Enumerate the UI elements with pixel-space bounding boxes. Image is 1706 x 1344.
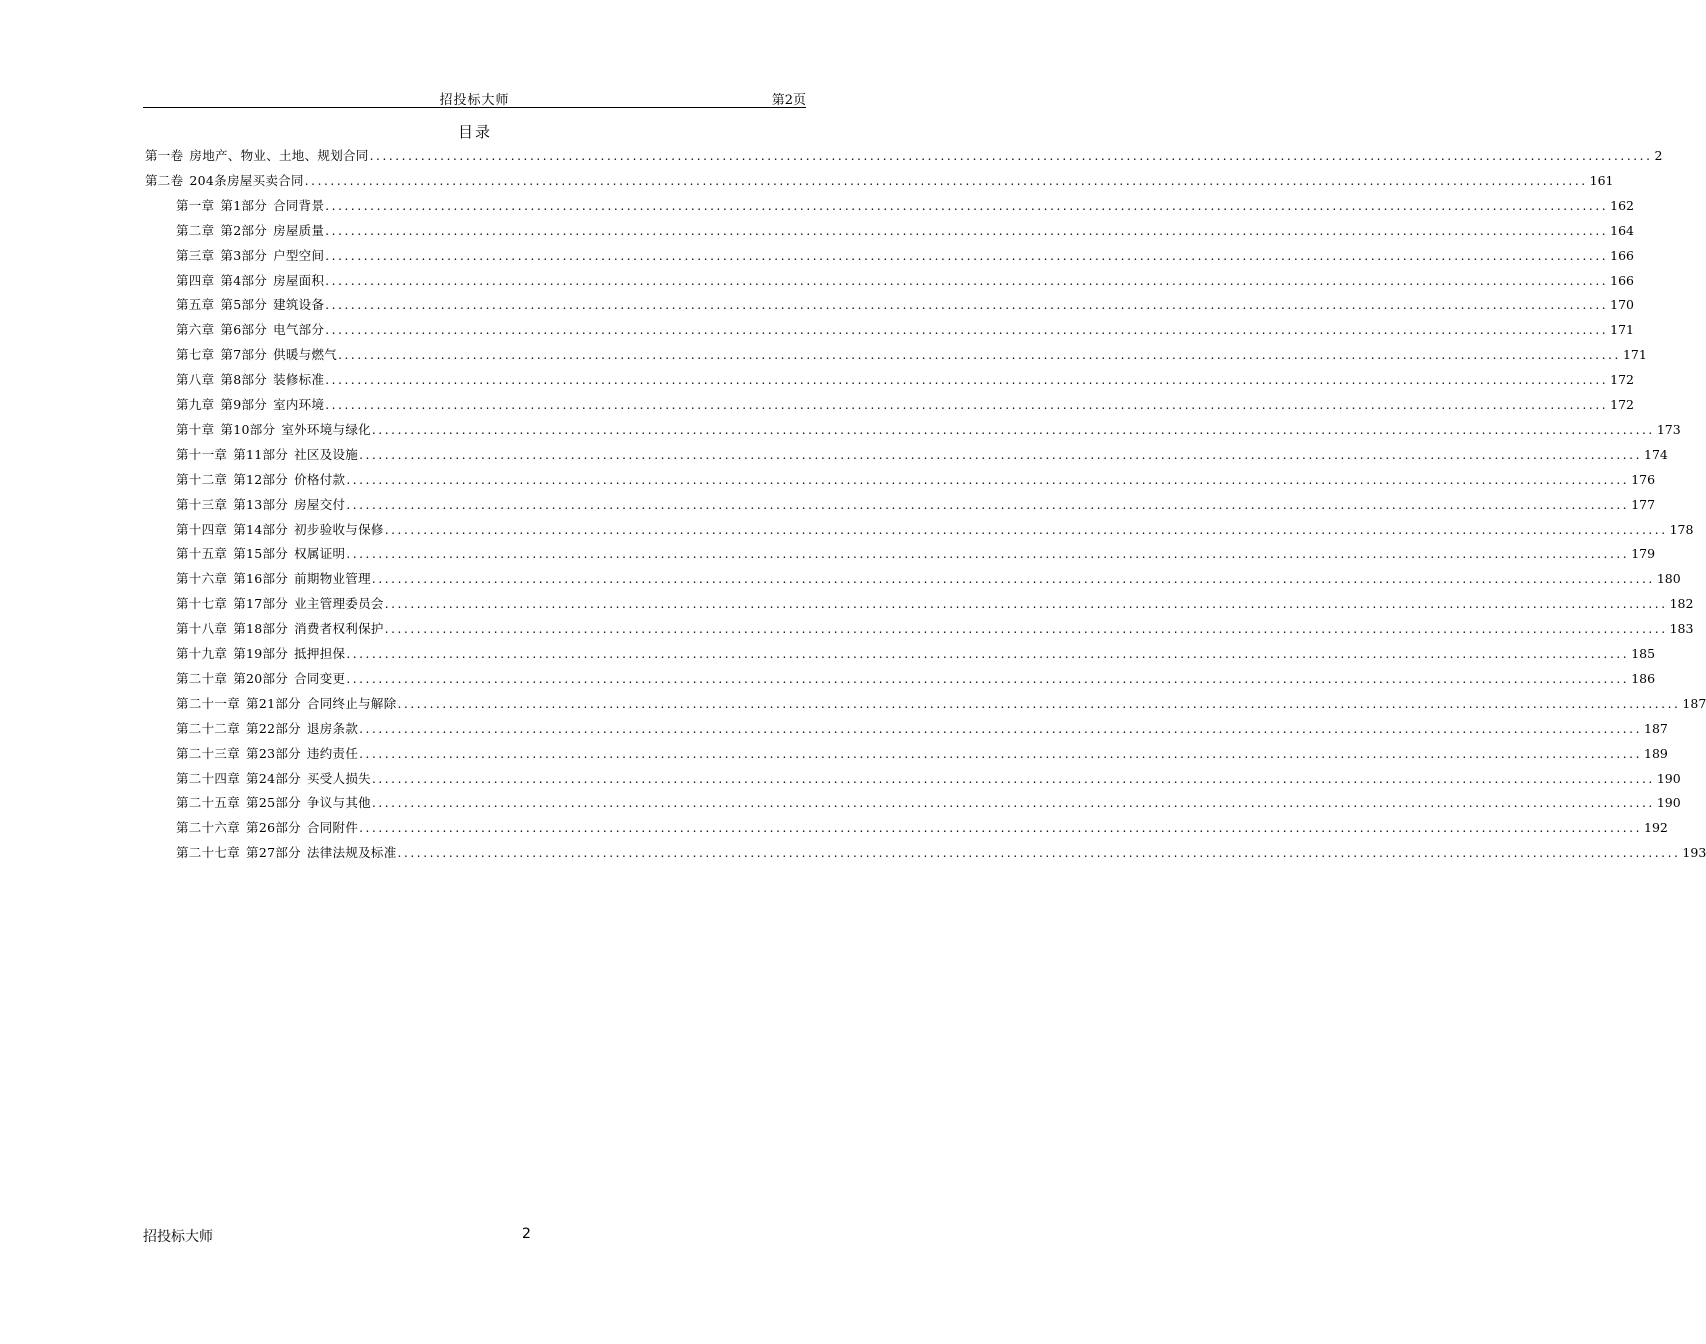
toc-dot-leader: ........................................................................................................................................................................................................ (359, 721, 1643, 736)
toc-entry-title: 合同终止与解除 (306, 695, 397, 711)
toc-entry-title: 户型空间 (273, 247, 325, 263)
toc-entry-label: 第十六章 (176, 571, 228, 587)
toc-entry-text (176, 470, 345, 488)
toc-entry-label: 第八章 (176, 372, 215, 388)
toc-dot-leader: ........................................................................................................................................................................................................ (397, 846, 1681, 861)
toc-entry[interactable] (176, 744, 1668, 764)
toc-entry-title: 社区及设施 (294, 446, 359, 462)
toc-entry-page: 172 (1610, 372, 1635, 388)
toc-entry-part: 第21部分 (246, 695, 301, 711)
toc-entry-title: 争议与其他 (306, 795, 371, 811)
toc-entry[interactable] (176, 395, 1635, 415)
toc-entry-text (176, 544, 345, 562)
toc-entry-title: 建筑设备 (273, 297, 325, 313)
toc-entry[interactable] (145, 146, 1663, 166)
toc-entry-label: 第十八章 (176, 621, 228, 637)
toc-dot-leader: ........................................................................................................................................................................................................ (346, 547, 1630, 562)
toc-entry-title: 抵押担保 (294, 646, 346, 661)
toc-entry-text (176, 196, 324, 214)
toc-entry[interactable] (176, 644, 1656, 664)
toc-entry[interactable] (176, 594, 1694, 614)
toc-entry[interactable] (176, 445, 1668, 465)
toc-entry-page: 187 (1644, 720, 1668, 736)
toc-entry-title: 消费者权利保护 (294, 621, 384, 637)
toc-entry-part: 第25部分 (246, 795, 301, 811)
toc-entry-title: 204条房屋买卖合同 (189, 172, 304, 188)
toc-entry[interactable] (176, 295, 1635, 315)
toc-entry-text (176, 619, 384, 637)
toc-entry[interactable] (176, 694, 1706, 714)
toc-entry-title: 房屋质量 (273, 222, 325, 238)
toc-entry-label: 第十三章 (176, 496, 228, 512)
toc-dot-leader: ........................................................................................................................................................................................................ (338, 348, 1621, 363)
toc-entry-part: 第4部分 (220, 272, 268, 288)
toc-dot-leader: ........................................................................................................................................................................................................ (359, 746, 1643, 761)
toc-entry-part: 第3部分 (220, 247, 268, 263)
toc-entry-label: 第二卷 (145, 172, 184, 188)
toc-entry[interactable] (176, 495, 1656, 515)
toc-entry[interactable] (176, 196, 1635, 216)
toc-entry-label: 第六章 (176, 322, 215, 338)
toc-entry-page: 179 (1631, 546, 1656, 562)
toc-entry-label: 第一卷 (145, 148, 184, 163)
page-footer (0, 1226, 950, 1246)
toc-dot-leader: ........................................................................................................................................................................................................ (359, 447, 1643, 462)
toc-entry-page: 164 (1610, 222, 1635, 238)
toc-entry-part: 第2部分 (220, 222, 268, 238)
toc-entry-label: 第九章 (176, 397, 215, 412)
toc-dot-leader: ........................................................................................................................................................................................................ (325, 198, 1609, 213)
toc-entry-text (176, 445, 358, 463)
toc-entry[interactable] (176, 843, 1706, 863)
toc-entry-page: 192 (1644, 820, 1668, 836)
toc-dot-leader: ........................................................................................................................................................................................................ (371, 572, 1655, 587)
toc-entry-title: 房地产、物业、土地、规划合同 (189, 148, 369, 163)
toc-entry[interactable] (176, 818, 1668, 838)
toc-entry-title: 合同附件 (306, 820, 359, 836)
toc-entry-label: 第十七章 (176, 596, 228, 612)
toc-entry-part: 第20部分 (233, 670, 289, 686)
toc-entry-text (176, 793, 371, 811)
toc-entry-page: 180 (1656, 571, 1681, 587)
toc-entry-part: 第24部分 (246, 770, 301, 786)
toc-entry-title: 前期物业管理 (294, 571, 371, 587)
toc-entry-label: 第五章 (176, 297, 215, 313)
toc-entry-part: 第15部分 (233, 546, 289, 562)
toc-dot-leader: ........................................................................................................................................................................................................ (325, 323, 1609, 338)
toc-entry-title: 法律法规及标准 (306, 845, 397, 861)
toc-entry-label: 第十九章 (176, 646, 228, 661)
toc-entry-text (145, 146, 369, 164)
toc-entry-page: 193 (1682, 845, 1706, 861)
toc-entry-label: 第二十一章 (176, 695, 241, 711)
toc-entry-part: 第1部分 (220, 197, 268, 213)
toc-entry-title: 合同背景 (273, 197, 325, 213)
toc-dot-leader: ........................................................................................................................................................................................................ (384, 597, 1668, 612)
toc-entry-text (176, 320, 324, 338)
page-header (143, 88, 806, 108)
toc-entry-label: 第二章 (176, 222, 215, 238)
toc-entry-page: 174 (1644, 446, 1668, 462)
toc-entry-page: 170 (1610, 297, 1635, 313)
toc-entry-page: 190 (1656, 795, 1681, 811)
toc-entry-page: 166 (1610, 247, 1635, 263)
toc-entry-page: 172 (1610, 397, 1635, 412)
toc-entry-page: 176 (1631, 471, 1656, 487)
toc-dot-leader: ........................................................................................................................................................................................................ (304, 173, 1588, 188)
toc-entry-text (145, 171, 304, 189)
toc-entry-text (176, 345, 337, 363)
toc-entry[interactable] (176, 470, 1656, 490)
toc-dot-leader: ........................................................................................................................................................................................................ (359, 821, 1643, 836)
toc-entry-title: 合同变更 (294, 670, 346, 686)
toc-entry-label: 第二十章 (176, 670, 228, 686)
toc-entry[interactable] (176, 769, 1681, 789)
toc-entry-label: 第一章 (176, 197, 215, 213)
toc-dot-leader: ........................................................................................................................................................................................................ (325, 223, 1609, 238)
toc-entry-part: 第17部分 (233, 596, 289, 612)
toc-entry-text (176, 669, 345, 687)
toc-entry-text (176, 395, 324, 413)
toc-entry-title: 价格付款 (294, 471, 346, 487)
toc-entry-part: 第19部分 (233, 646, 289, 661)
toc-dot-leader: ........................................................................................................................................................................................................ (371, 796, 1655, 811)
toc-entry-text (176, 719, 358, 737)
toc-entry-text (176, 594, 384, 612)
toc-entry-label: 第十五章 (176, 546, 228, 562)
toc-entry[interactable] (176, 544, 1656, 564)
toc-entry-text (176, 843, 397, 861)
footer-brand: 招投标大师 (143, 1229, 213, 1245)
header-title: 招投标大师 (439, 93, 510, 108)
toc-entry-label: 第二十二章 (176, 720, 241, 736)
toc-dot-leader: ........................................................................................................................................................................................................ (369, 149, 1653, 163)
toc-entry[interactable] (176, 345, 1647, 365)
toc-entry-part: 第13部分 (233, 496, 289, 512)
toc-entry[interactable] (176, 669, 1656, 689)
toc-entry-part: 第5部分 (220, 297, 268, 313)
toc-entry[interactable] (176, 320, 1635, 340)
toc-entry[interactable] (176, 221, 1635, 241)
toc-dot-leader: ........................................................................................................................................................................................................ (397, 696, 1681, 711)
toc-entry-page: 177 (1631, 496, 1656, 512)
toc-dot-leader: ........................................................................................................................................................................................................ (346, 472, 1630, 487)
toc-entry-part: 第11部分 (233, 446, 289, 462)
toc-entry-text (176, 221, 324, 239)
toc-entry-label: 第二十七章 (176, 845, 241, 861)
toc-entry-text (176, 694, 397, 712)
toc-entry-title: 房屋交付 (294, 496, 346, 512)
toc-entry-page: 171 (1610, 322, 1635, 338)
toc-entry-title: 房屋面积 (273, 272, 325, 288)
toc-entry-label: 第二十五章 (176, 795, 241, 811)
toc-entry-text (176, 271, 324, 289)
toc-entry-title: 买受人损失 (306, 770, 371, 786)
toc-entry-page: 186 (1631, 670, 1656, 686)
toc-dot-leader: ........................................................................................................................................................................................................ (371, 771, 1655, 786)
toc-entry-page: 2 (1654, 148, 1663, 163)
toc-entry-page: 162 (1610, 197, 1635, 213)
toc-entry-text (176, 569, 371, 587)
toc-entry-label: 第二十四章 (176, 770, 241, 786)
toc-entry[interactable] (176, 271, 1635, 291)
toc-entry-label: 第二十六章 (176, 820, 241, 836)
toc-entry-page: 190 (1656, 770, 1681, 786)
toc-dot-leader: ........................................................................................................................................................................................................ (325, 373, 1609, 388)
toc-entry-title: 违约责任 (306, 745, 359, 761)
toc-entry-part: 第26部分 (246, 820, 301, 836)
toc-entry[interactable] (176, 619, 1694, 639)
toc-entry-label: 第十一章 (176, 446, 228, 462)
toc-entry-text (176, 818, 358, 836)
toc-entry-text (176, 420, 371, 438)
toc-entry-title: 供暖与燃气 (273, 347, 338, 363)
toc-entry-page: 183 (1669, 621, 1694, 637)
toc-dot-leader: ........................................................................................................................................................................................................ (371, 422, 1655, 437)
toc-entry[interactable] (176, 370, 1635, 390)
toc-entry-part: 第6部分 (220, 322, 268, 338)
toc-entry-text (176, 744, 358, 762)
toc-entry[interactable] (176, 420, 1681, 440)
toc-dot-leader: ........................................................................................................................................................................................................ (384, 622, 1668, 637)
toc-dot-leader: ........................................................................................................................................................................................................ (325, 298, 1609, 313)
toc-entry-page: 189 (1644, 745, 1668, 761)
toc-entry-label: 第二十三章 (176, 745, 241, 761)
toc-dot-leader: ........................................................................................................................................................................................................ (325, 273, 1609, 288)
toc-entry-text (176, 246, 324, 264)
toc-entry-part: 第27部分 (246, 845, 301, 861)
toc-entry-page: 182 (1669, 596, 1694, 612)
toc-entry-part: 第7部分 (220, 347, 268, 363)
toc-entry-label: 第十章 (176, 421, 215, 437)
toc-dot-leader: ........................................................................................................................................................................................................ (346, 647, 1630, 661)
toc-entry-text (176, 769, 371, 787)
toc-entry-part: 第8部分 (220, 372, 268, 388)
toc-entry-text (176, 295, 324, 313)
toc-entry-page: 178 (1669, 521, 1694, 537)
toc-entry-page: 185 (1631, 646, 1656, 661)
toc-entry-page: 187 (1682, 695, 1706, 711)
toc-entry-page: 171 (1622, 347, 1647, 363)
footer-page-number: 2 (522, 1226, 531, 1242)
toc-entry-text (176, 495, 345, 513)
toc-dot-leader: ........................................................................................................................................................................................................ (346, 497, 1630, 512)
toc-entry-text (176, 644, 345, 662)
toc-entry-part: 第23部分 (246, 745, 301, 761)
toc-entry-label: 第七章 (176, 347, 215, 363)
toc-entry[interactable] (176, 719, 1668, 739)
toc-entry-title: 室内环境 (273, 397, 325, 412)
toc-entry-part: 第10部分 (220, 421, 276, 437)
toc-entry-title: 初步验收与保修 (294, 521, 384, 537)
toc-dot-leader: ........................................................................................................................................................................................................ (325, 248, 1609, 263)
toc-entry[interactable] (176, 569, 1681, 589)
toc-entry-part: 第22部分 (246, 720, 301, 736)
toc-entry-title: 装修标准 (273, 372, 325, 388)
toc-entry-page: 166 (1610, 272, 1635, 288)
header-page-label: 第2页 (771, 93, 806, 108)
toc-entry-page: 161 (1589, 172, 1614, 188)
toc-entry-label: 第十二章 (176, 471, 228, 487)
toc-entry-label: 第十四章 (176, 521, 228, 537)
toc-entry-label: 第四章 (176, 272, 215, 288)
toc-entry[interactable] (176, 246, 1635, 266)
toc-entry-title: 退房条款 (306, 720, 359, 736)
toc-title: 目录 (457, 123, 492, 141)
toc-entry-title: 业主管理委员会 (294, 596, 384, 612)
toc-entry-title: 权属证明 (294, 546, 346, 562)
toc-entry-text (176, 370, 324, 388)
toc-entry-part: 第12部分 (233, 471, 289, 487)
toc-dot-leader: ........................................................................................................................................................................................................ (384, 522, 1668, 537)
toc-entry-part: 第9部分 (220, 397, 268, 412)
toc-entry-title: 室外环境与绿化 (281, 421, 371, 437)
toc-entry-part: 第14部分 (233, 521, 289, 537)
toc-entry-page: 173 (1656, 421, 1681, 437)
toc-entry[interactable] (176, 793, 1681, 813)
toc-entry-part: 第16部分 (233, 571, 289, 587)
toc-dot-leader: ........................................................................................................................................................................................................ (325, 398, 1609, 412)
toc-entry[interactable] (176, 520, 1694, 540)
toc-entry-part: 第18部分 (233, 621, 289, 637)
toc-entry-label: 第三章 (176, 247, 215, 263)
toc-entry-text (176, 520, 384, 538)
toc-entry[interactable] (145, 171, 1614, 191)
toc-dot-leader: ........................................................................................................................................................................................................ (346, 671, 1630, 686)
toc-entry-title: 电气部分 (273, 322, 325, 338)
